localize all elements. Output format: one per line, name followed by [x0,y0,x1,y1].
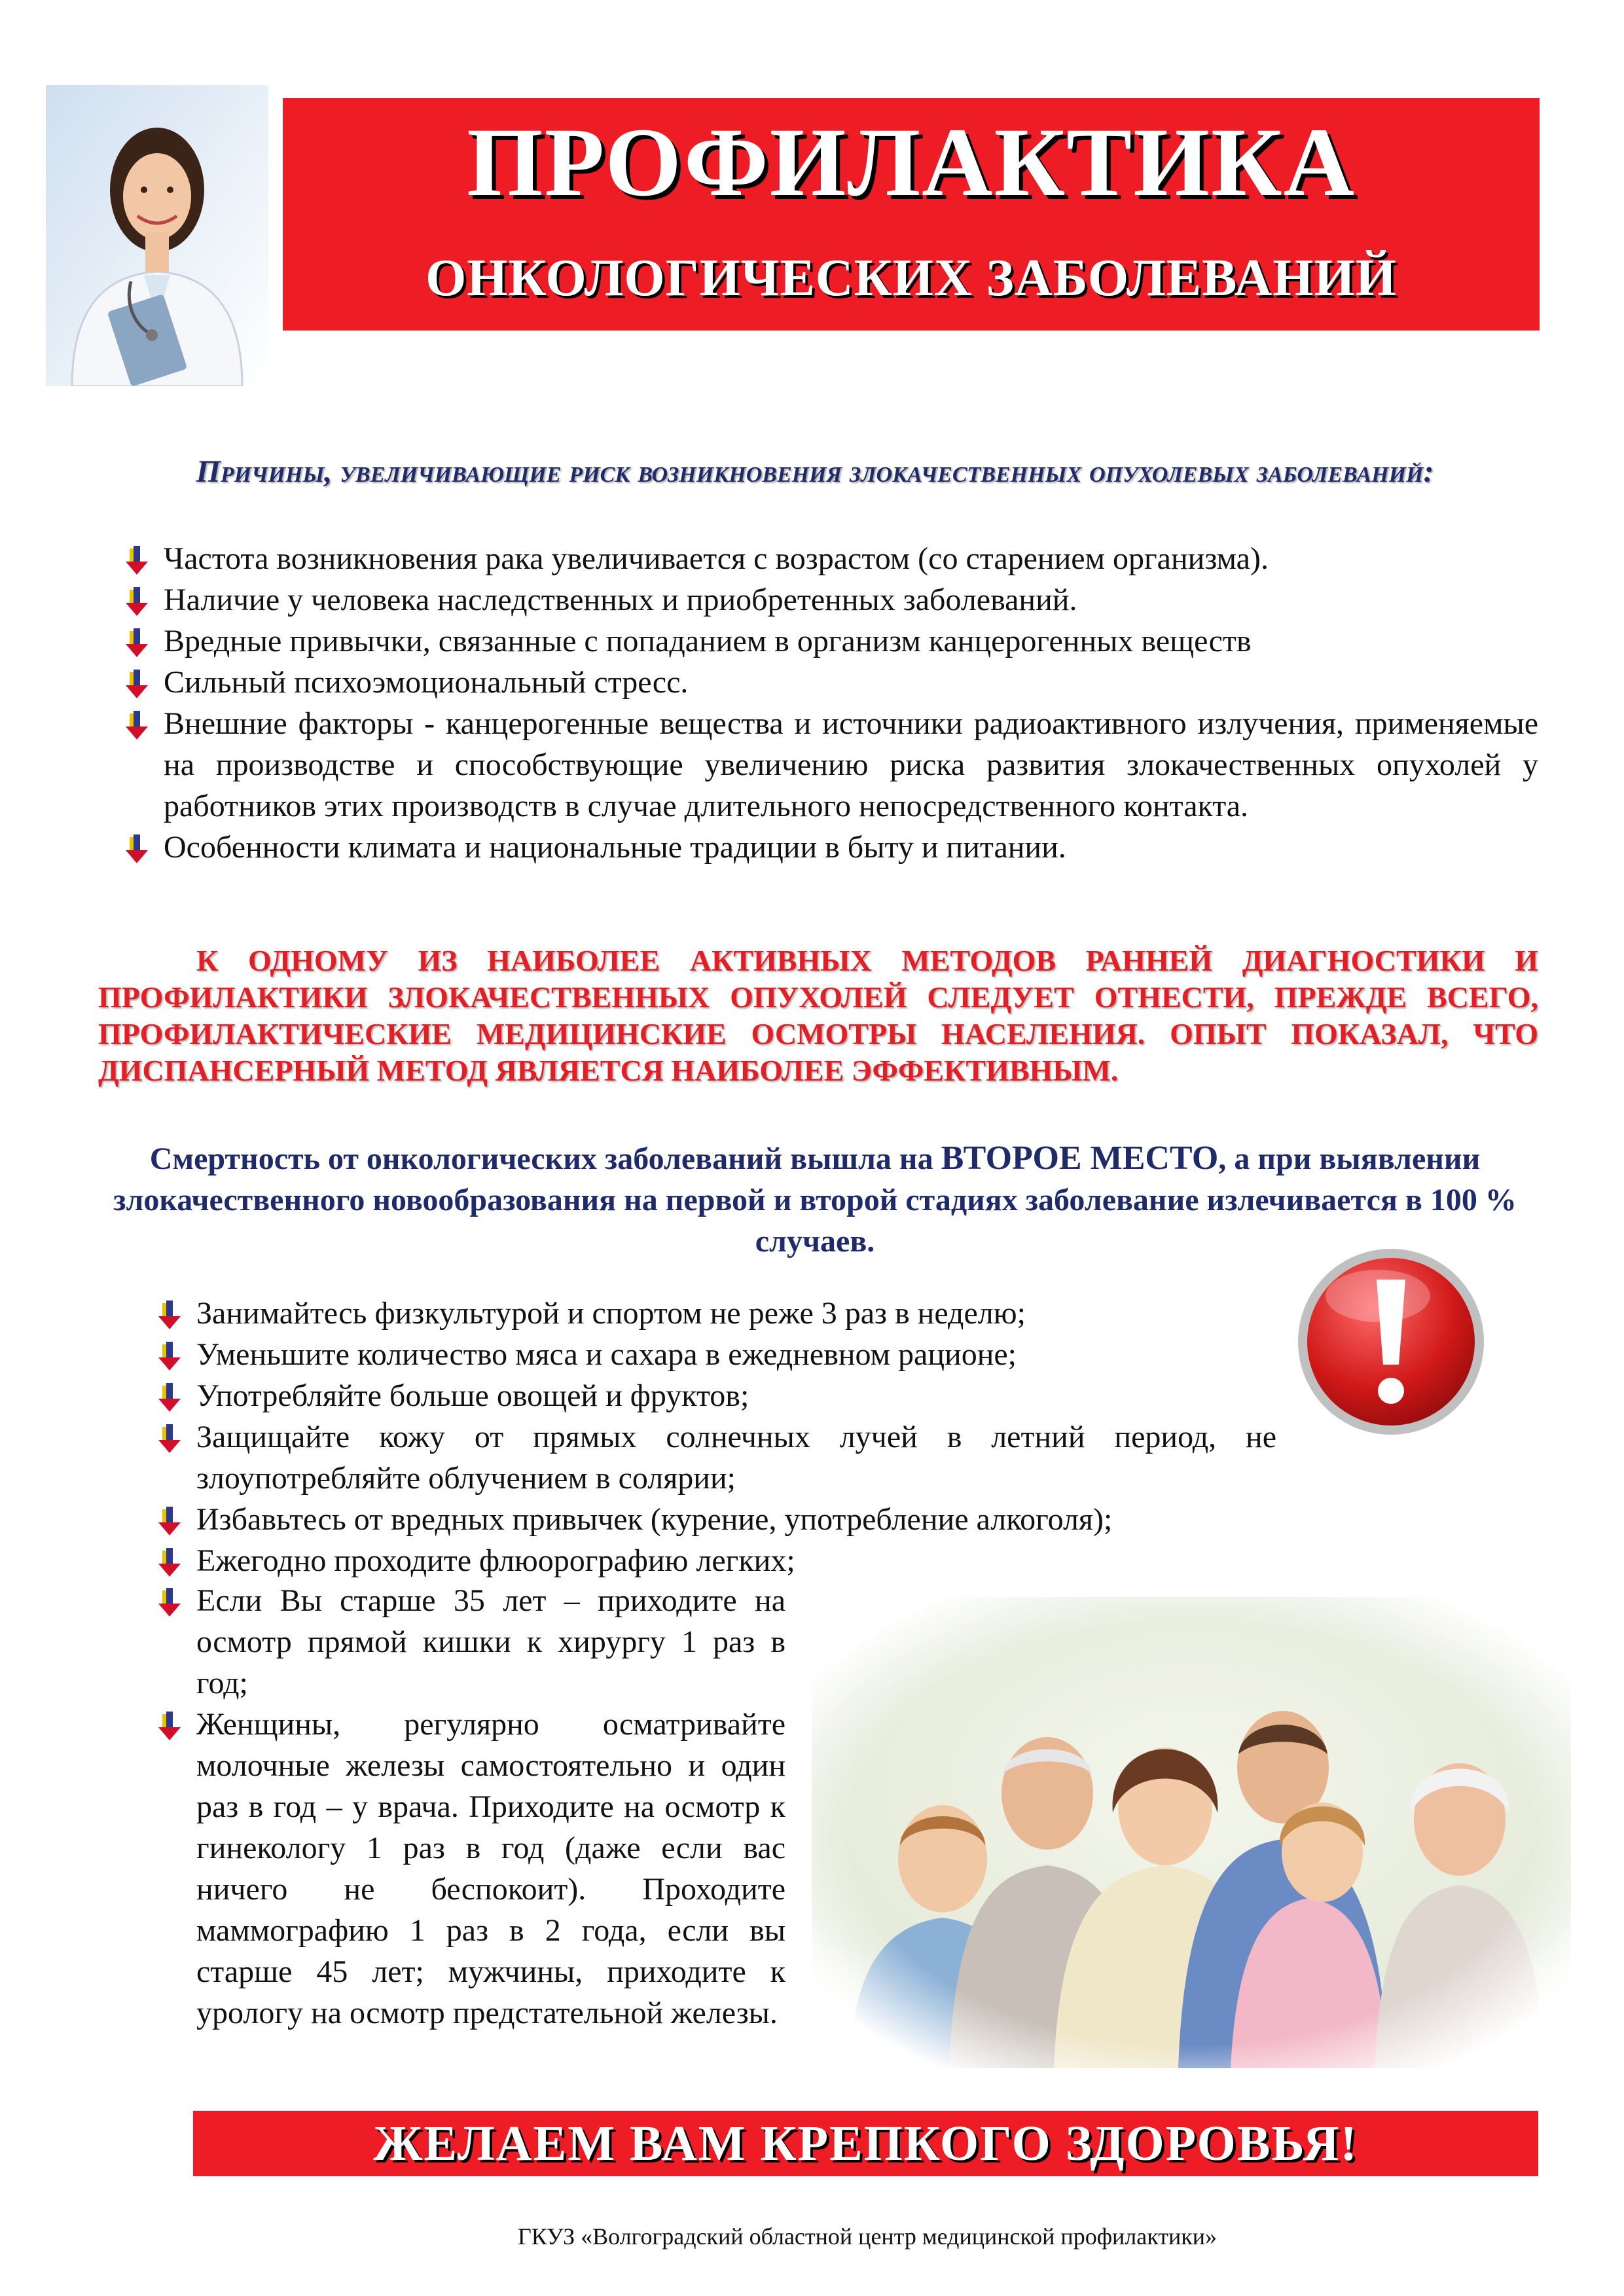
doctor-photo [46,85,268,386]
list-item-text: Женщины, регулярно осматривайте молочные железы самостоятельно и один раз в год – у врача. Приходите на осмотр к гинекологу 1 раз в год (даже если вас ничего не беспокоит). Проходите маммографию 1 раз в 2 года, если вы старше 45 лет; мужчины, приходите к урологу на осмотр предстательной железы. [196,1707,785,2030]
warning-text: К ОДНОМУ ИЗ НАИБОЛЕЕ АКТИВНЫХ МЕТОДОВ РАННЕЙ ДИАГНОСТИКИ И ПРОФИЛАКТИКИ ЗЛОКАЧЕСТВЕННЫХ ОПУХОЛЕЙ СЛЕДУЕТ ОТНЕСТИ, ПРЕЖДЕ ВСЕГО, ПРОФИЛАКТИЧЕСКИЕ МЕДИЦИНСКИЕ ОСМОТРЫ НАСЕЛЕНИЯ. ОПЫТ ПОКАЗАЛ, ЧТО ДИСПАНСЕРНЫЙ МЕТОД ЯВЛЯЕТСЯ НАИБОЛЕЕ ЭФФЕКТИВНЫМ. [98,944,1538,1087]
list-item [151,1375,1276,1416]
list-item-text: Уменьшите количество мяса и сахара в ежедневном рационе; [196,1337,1017,1372]
arrow-down-bullet-icon [126,546,148,575]
arrow-down-bullet-icon [158,1712,181,1740]
advice-list-continued [151,1580,785,2034]
list-item [118,620,1538,662]
list-item [118,538,1538,579]
mortality-text-end: , а при выявлении злокачественного новообразования на первой и второй стадиях заболевание излечивается в 100 % случаев. [113,1141,1517,1259]
list-item-text: Употребляйте больше овощей и фруктов; [196,1378,749,1413]
mortality-text-start: Смертность от онкологических заболеваний вышла на [149,1141,941,1176]
arrow-down-bullet-icon [126,670,148,698]
list-item-text: Если Вы старше 35 лет – приходите на осмотр прямой кишки к хирургу 1 раз в год; [196,1583,785,1700]
mortality-emphasis: ВТОРОЕ МЕСТО [941,1139,1219,1177]
arrow-down-bullet-icon [158,1342,181,1371]
list-item-text: Частота возникновения рака увеличивается с возрастом (со старением организма). [164,541,1269,576]
organization-name: ГКУЗ «Волгоградский областной центр медицинской профилактики» [517,2223,1217,2250]
list-item-text: Избавьтесь от вредных привычек (курение, употребление алкоголя); [196,1502,1113,1537]
list-item-text: Внешние факторы - канцерогенные вещества и источники радиоактивного излучения, применяемые на производстве и способствующие увеличению риска развития злокачественных опухолей у работников этих производств в случае длительного непосредственного контакта. [164,706,1538,823]
arrow-down-bullet-icon [158,1383,181,1412]
list-item [151,1540,1276,1581]
advice-list [151,1293,1276,1581]
list-item-text: Особенности климата и национальные традиции в быту и питании. [164,830,1066,865]
list-item [118,579,1538,620]
list-item [151,1499,1276,1540]
list-item [151,1704,785,2034]
arrow-down-bullet-icon [126,834,148,863]
list-item-text: Сильный психоэмоциональный стресс. [164,665,689,700]
arrow-down-bullet-icon [158,1548,181,1577]
causes-heading: Причины, увеличивающие риск возникновения злокачественных опухолевых заболеваний: [196,454,1434,489]
list-item [151,1416,1276,1499]
family-photo [812,1597,1571,2068]
exclamation-icon [1293,1244,1489,1440]
list-item-text: Наличие у человека наследственных и приобретенных заболеваний. [164,583,1077,617]
list-item [151,1334,1276,1375]
arrow-down-bullet-icon [158,1507,181,1535]
list-item [118,703,1538,827]
arrow-down-bullet-icon [126,628,148,657]
list-item-text: Защищайте кожу от прямых солнечных лучей в летний период, не злоупотребляйте облучением в солярии; [196,1420,1276,1496]
list-item [118,827,1538,868]
page-title: ПРОФИЛАКТИКА [466,108,1356,217]
arrow-down-bullet-icon [158,1300,181,1329]
list-item [151,1580,785,1704]
list-item [151,1293,1276,1334]
causes-list [118,538,1538,868]
page-subtitle: ОНКОЛОГИЧЕСКИХ ЗАБОЛЕВАНИЙ [425,249,1397,307]
arrow-down-bullet-icon [126,711,148,740]
list-item-text: Занимайтесь физкультурой и спортом не реже 3 раз в неделю; [196,1296,1026,1331]
list-item-text: Ежегодно проходите флюорографию легких; [196,1543,795,1578]
arrow-down-bullet-icon [158,1424,181,1453]
arrow-down-bullet-icon [126,587,148,616]
footer-slogan: ЖЕЛАЕМ ВАМ КРЕПКОГО ЗДОРОВЬЯ! [373,2116,1358,2171]
list-item [118,662,1538,703]
arrow-down-bullet-icon [158,1588,181,1617]
list-item-text: Вредные привычки, связанные с попаданием в организм канцерогенных веществ [164,624,1252,658]
